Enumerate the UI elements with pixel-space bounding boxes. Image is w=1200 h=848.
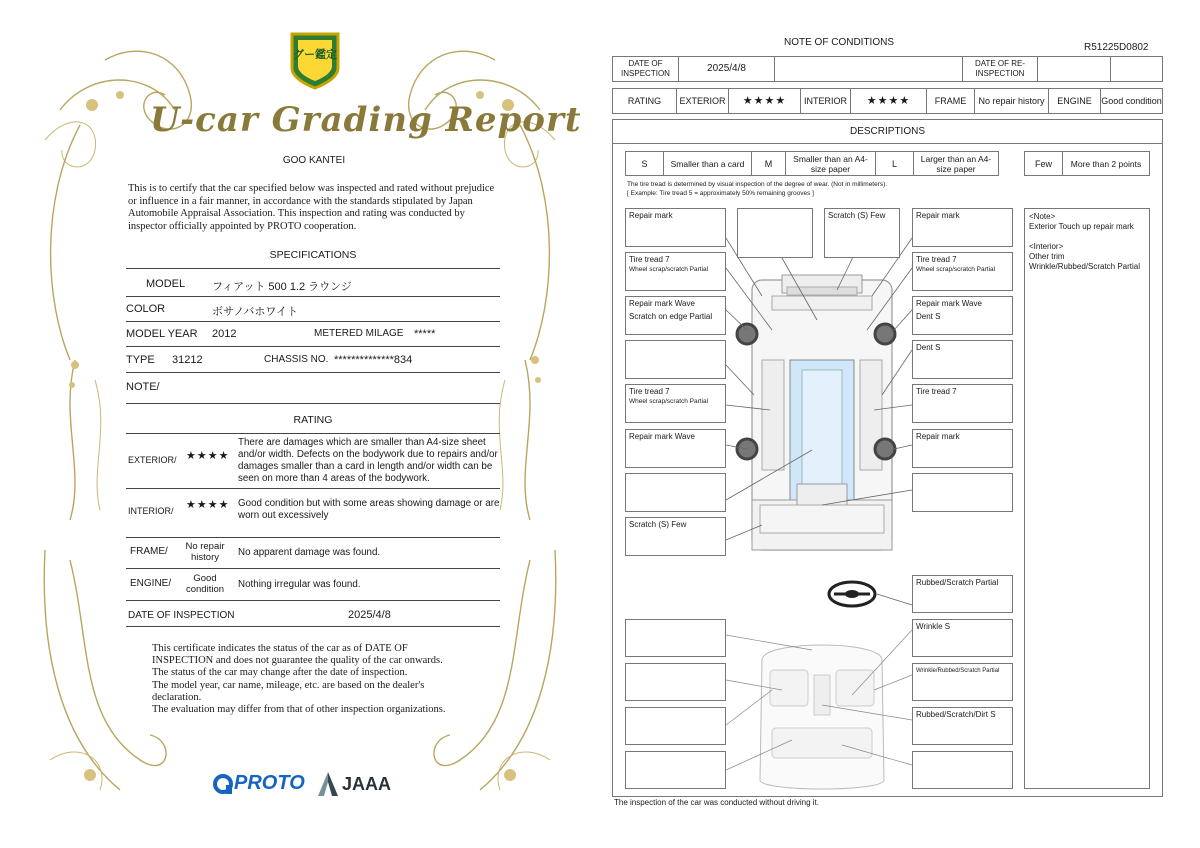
label-box-rear-left [625,429,726,468]
jaaa-logo: JAAA [318,771,398,797]
label-box-empty [625,619,726,657]
footer-line: This certificate indicates the status of the car as of DATE OF [152,643,408,654]
engine-value: Good condition [1101,96,1162,106]
note-label: NOTE/ [126,381,160,393]
rating-row-engine [126,568,500,601]
empty-cell [1038,57,1111,81]
frame-label: FRAME/ [130,546,168,557]
spec-row-note [126,372,500,404]
label-text: Scratch (S) Few [629,520,687,529]
exterior-stars: ★★★★ [729,89,801,113]
label-text: Tire tread 7 [629,387,670,396]
label-box-front-left-tire [625,252,726,291]
rear-right-tire [875,439,895,459]
badge-text: グー鑑定 [293,49,337,61]
certificate-footer [152,643,492,716]
label-box-front-bumper [824,208,900,258]
label-subtext: Wheel scrap/scratch Partial [916,266,996,273]
divider [126,268,500,269]
spec-row-type [126,346,500,373]
date-value: 2025/4/8 [679,57,775,81]
exterior-stars: ★★★★ [186,450,230,462]
legend-s: S [626,152,664,175]
report-title: U-car Grading Report [150,100,582,140]
interior-label: INTERIOR/ [128,506,174,516]
label-box-interior-2 [912,663,1013,701]
rating-row-exterior [126,435,500,489]
date-label: DATE OF INSPECTION [613,57,679,81]
label-box-rear-right-tire [912,384,1013,423]
descriptions-heading: DESCRIPTIONS [612,119,1163,144]
chassis-label: CHASSIS NO. [264,354,329,365]
size-legend [625,151,999,176]
label-text: Tire tread 7 [916,387,957,396]
legend-m: M [752,152,786,175]
label-text: Repair mark [629,211,673,220]
frame-description: No apparent damage was found. [238,547,381,558]
footer-line: The evaluation may differ from that of other inspection organizations. [152,704,446,716]
tread-note [627,180,887,198]
note-interior-heading: <Interior> [1029,242,1064,251]
metered-mileage-value: ***** [414,328,436,340]
label-text: Repair mark Wave [629,432,695,441]
label-box-empty [625,340,726,379]
label-text: Wrinkle/Rubbed/Scratch Partial [916,668,1000,674]
interior-label: INTERIOR [801,89,851,113]
footer-line: The status of the car may change after the date of inspection. [152,667,408,679]
footer-line: The model year, car name, mileage, etc. are based on the dealer's [152,679,425,691]
label-text: Repair mark [916,211,960,220]
note-exterior: Exterior Touch up repair mark [1029,222,1134,231]
label-subtext: Wheel scrap/scratch Partial [629,266,709,273]
label-box-interior-1 [912,619,1013,657]
color-label: COLOR [126,303,166,315]
model-year-label: MODEL YEAR [126,328,198,340]
label-box-empty [625,751,726,789]
divider [126,433,500,434]
tread-note-line: [ Example: Tire tread 5 = approximately 50% remaining grooves ] [627,190,814,197]
steering-wheel-icon [829,582,912,606]
frame-value: No repair history [975,89,1049,113]
metered-mileage-label: METERED MILAGE [314,328,404,339]
interior-stars: ★★★★ [851,89,927,113]
inspection-date-row [612,56,1163,82]
label-box-empty [625,473,726,512]
label-text: Rubbed/Scratch Partial [916,578,999,587]
frame-label: FRAME [927,89,975,113]
label-box-front-right [912,208,1013,247]
label-text: Repair mark Wave [916,299,982,308]
legend-l-desc: Larger than an A4-size paper [920,153,992,174]
color-value: ボサノバホワイト [212,306,299,318]
footer-line: INSPECTION and does not guarantee the quality of the car onwards. [152,655,443,667]
engine-value: Good condition [185,573,225,595]
footer-line: declaration. [152,691,202,703]
label-subtext: Wheel scrap/scratch Partial [629,398,709,405]
label-box-left-front-door [625,296,726,335]
engine-label: ENGINE [1049,89,1101,113]
label-box-empty [625,663,726,701]
report-subtitle: GOO KANTEI [282,155,346,166]
legend-l: L [876,152,914,175]
rating-heading: RATING [293,414,333,426]
exterior-label: EXTERIOR/ [128,455,177,465]
notes-box [1024,208,1150,789]
interior-description: Good condition but with some areas showing damage or are worn out excessively [238,498,500,521]
label-text: Tire tread 7 [629,255,670,264]
label-box-right-front-door [912,296,1013,335]
date-value: 2025/4/8 [348,609,391,621]
chassis-value: **************834 [334,354,413,366]
few-legend [1024,151,1150,176]
car-interior-outline [760,645,884,789]
label-box-empty [737,208,813,258]
label-box-front-left [625,208,726,247]
label-text: Scratch on edge Partial [629,312,713,321]
label-box-right-rear-door [912,340,1013,379]
label-box-rear-left-tire [625,384,726,423]
front-right-tire [875,324,895,344]
label-box-empty [625,707,726,745]
proto-mark-icon [212,773,234,795]
tread-note-line: The tire tread is determined by visual inspection of the degree of wear. (Not in millimeters). [627,181,888,188]
report-id: R51225D0802 [1084,42,1149,53]
label-box-rear-right [912,429,1013,468]
front-left-tire [737,324,757,344]
type-label: TYPE [126,354,155,366]
note-heading: <Note> [1029,212,1056,221]
rating-row-interior [126,488,500,538]
sheet-footer: The inspection of the car was conducted without driving it. [614,798,819,807]
rating-row-frame [126,537,500,569]
rating-label: RATING [613,89,677,113]
label-box-interior-3 [912,707,1013,745]
date-of-inspection-row [126,600,500,627]
engine-description: Nothing irregular was found. [238,579,361,590]
specifications-heading: SPECIFICATIONS [269,249,357,261]
empty-cell [775,57,963,81]
label-box-empty [912,473,1013,512]
label-text: Rubbed/Scratch/Dirt S [916,710,996,719]
label-text: Repair mark Wave [629,299,695,308]
interior-stars: ★★★★ [186,499,230,511]
label-text: Dent S [916,312,941,321]
legend-s-desc: Smaller than a card [664,152,752,175]
frame-value: No repair history [185,541,225,563]
certificate-intro: This is to certify that the car specified below was inspected and rated without prejudice or influence in a fair manner, in accordance with the standards stipulated by Japan Automobile Appraisal Association. This inspection and rating was conducted by inspector officially appointed by PROTO cooperation. [128,183,495,232]
spec-row-color [126,296,500,322]
label-box-empty [912,751,1013,789]
goo-kantei-badge [288,30,342,90]
legend-few-desc: More than 2 points [1070,158,1142,169]
exterior-label: EXTERIOR [677,89,729,113]
model-year-value: 2012 [212,328,237,340]
label-text: Repair mark [916,432,960,441]
reinspection-label: DATE OF RE-INSPECTION [963,57,1038,81]
car-exterior-outline [752,275,892,550]
label-box-rear-bumper [625,517,726,556]
model-value: フィアット 500 1.2 ラウンジ [212,281,352,293]
engine-label: ENGINE/ [130,578,172,589]
sheet-title: NOTE OF CONDITIONS [784,37,894,48]
label-text: Dent S [916,343,941,352]
label-text: Tire tread 7 [916,255,957,264]
rating-row [612,88,1163,114]
type-value: 31212 [172,354,203,366]
spec-row-model [126,270,500,297]
exterior-description: There are damages which are smaller than A4-size sheet and/or width. Defects on the bodywork due to repairs and/or damages smaller than a card in length and/or width can be seen on more than 4 areas of the bodywork. [238,437,498,484]
legend-m-desc: Smaller than an A4-size paper [786,152,876,175]
proto-logo: PROTO [212,771,312,797]
label-text: Wrinkle S [916,622,951,631]
note-interior: Other trim Wrinkle/Rubbed/Scratch Partial [1029,252,1141,271]
label-box-front-right-tire [912,252,1013,291]
legend-few: Few [1025,152,1063,175]
label-text: Scratch (S) Few [828,211,886,220]
spec-row-model-year [126,321,500,347]
label-box-steering [912,575,1013,613]
jaaa-mark-icon [318,772,338,796]
model-label: MODEL [146,278,186,290]
date-label: DATE OF INSPECTION [128,610,235,621]
